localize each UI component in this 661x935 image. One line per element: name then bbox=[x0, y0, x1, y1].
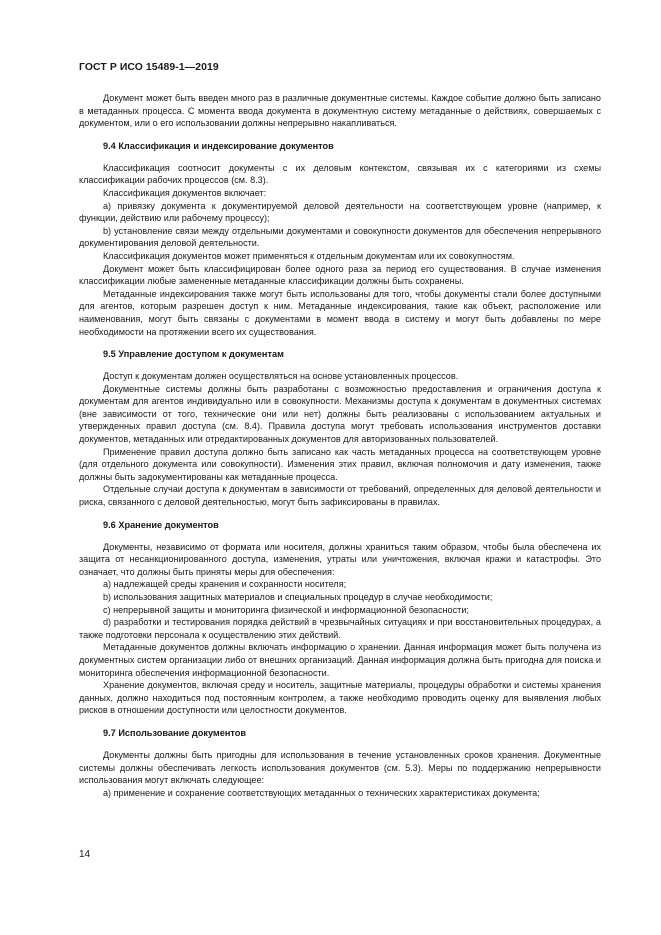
section-9-4-heading: 9.4 Классификация и индексирование документов bbox=[103, 140, 334, 151]
paragraph: Документы должны быть пригодны для использования в течение установленных сроков хранения. Документные системы должны обеспечивать легкость использования документов (см. 5.3). Меры по поддержанию непрерывности использования могут включать следующее: bbox=[79, 749, 601, 786]
list-item-b: b) установление связи между отдельными документами и совокупности документов для обеспечения непрерывного документирования деловой деятельности. bbox=[79, 225, 601, 249]
paragraph: Документы, независимо от формата или носителя, должны храниться таким образом, чтобы была обеспечена их защита от несанкционированного доступа, изменения, утраты или уничтожения, включая кражи и катастрофы. Это означает, что должны быть приняты меры для обеспечения: bbox=[79, 541, 601, 577]
paragraph: Классификация документов включает: bbox=[103, 187, 267, 198]
list-item-d: d) разработки и тестирования порядка действий в чрезвычайных ситуациях и при восстановительных процедурах, а также подготовки персонала к осуществлению этих действий. bbox=[79, 617, 601, 640]
paragraph: Документ может быть классифицирован более одного раза за период его существования. В случае изменения классификации любые замененные метаданные классификации должны быть сохранены. bbox=[79, 263, 601, 287]
paragraph: Отдельные случаи доступа к документам в зависимости от требований, определенных для деловой деятельности и риска, связанного с деловой деятельностью, могут быть зафиксированы в правилах. bbox=[79, 484, 601, 508]
document-code-header: ГОСТ Р ИСО 15489-1—2019 bbox=[79, 62, 219, 73]
paragraph: Метаданные индексирования также могут быть использованы для того, чтобы документы стали более доступными для агентов, которым разрешен доступ к ним. Метаданные индексирования, такие как объект, расположение или наименования, могут быть связаны с документами в момент ввода в систему и могут быть добавлены по мере необходимости на протяжении всего их существования. bbox=[79, 288, 601, 337]
list-item-c: с) непрерывной защиты и мониторинга физической и информационной безопасности; bbox=[103, 604, 469, 615]
paragraph: Документные системы должны быть разработаны с возможностью предоставления и ограничения доступа к документам для агентов индивидуально или в совокупности. Механизмы доступа к документам в документных системах (вне зависимости от того, технические они или нет) должны быть реализованы с использованием актуальных и утвержденных правил доступа (см. 8.4). Правила доступа могут требовать использования инструментов доставки документов, метаданных или отредактированных документов для авторизованных пользователей. bbox=[79, 383, 601, 445]
section-9-7-heading: 9.7 Использование документов bbox=[103, 727, 247, 738]
paragraph: Классификация соотносит документы с их деловым контекстом, связывая их с категориями из схемы классификации рабочих процессов (см. 8.3). bbox=[79, 162, 601, 186]
list-item-a: а) надлежащей среды хранения и сохранности носителя; bbox=[103, 579, 347, 590]
paragraph: Хранение документов, включая среду и носитель, защитные материалы, процедуры обработки и системы хранения данных, должно находиться под постоянным контролем, а также необходимо проводить оценку для выявления любых рисков в отношении доступности или целостности документов. bbox=[79, 680, 601, 716]
section-9-6-heading: 9.6 Хранение документов bbox=[103, 519, 219, 530]
section-9-5-heading: 9.5 Управление доступом к документам bbox=[103, 349, 284, 360]
intro-paragraph: Документ может быть введен много раз в различные документные системы. Каждое событие должно быть записано в метаданных процесса. С момента ввода документа в документную систему метаданные о действиях, совершаемых с документом, или о его использовании должны непрерывно накапливаться. bbox=[79, 93, 601, 129]
list-item-a: а) применение и сохранение соответствующих метаданных о технических характеристиках документа; bbox=[103, 787, 540, 798]
list-item-b: b) использования защитных материалов и специальных процедур в случае необходимости; bbox=[103, 592, 493, 602]
paragraph: Применение правил доступа должно быть записано как часть метаданных процесса на соответствующем уровне (для отдельного документа или совокупности). Изменения этих правил, включая полномочия и дату изменения, также должны быть задокументированы как метаданные процесса. bbox=[79, 446, 601, 482]
paragraph: Метаданные документов должны включать информацию о хранении. Данная информация может быть получена из документных систем организации либо от внешних организаций. Данная информация должна быть пригодна для поиска и мониторинга обеспечения информационной безопасности. bbox=[79, 642, 601, 678]
page-body bbox=[79, 92, 601, 799]
list-item-a: а) привязку документа к документируемой деловой деятельности на соответствующем уровне (например, к функции, действию или рабочему процессу); bbox=[79, 200, 601, 224]
paragraph: Классификация документов может применяться к отдельным документам или их совокупностям. bbox=[103, 250, 515, 261]
page-number: 14 bbox=[79, 849, 91, 860]
paragraph: Доступ к документам должен осуществляться на основе установленных процессов. bbox=[103, 371, 459, 382]
